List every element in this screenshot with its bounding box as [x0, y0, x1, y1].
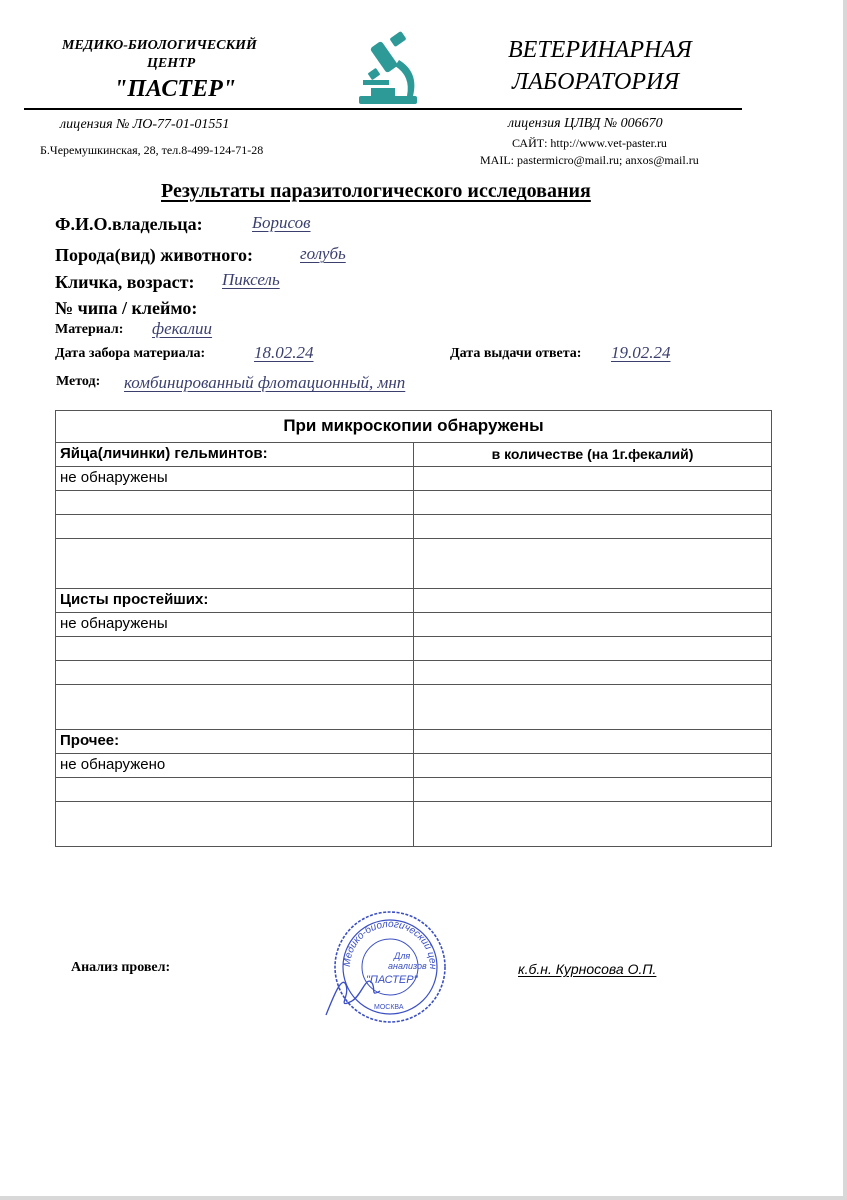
lab-stamp — [322, 905, 462, 1025]
material-value: фекалии — [152, 319, 213, 338]
mail: MAIL: pastermicro@mail.ru; anxos@mail.ru — [480, 153, 699, 167]
table-cell — [414, 491, 772, 515]
chip-label: № чипа / клеймо: — [55, 298, 198, 318]
page-edge-right — [843, 0, 847, 1200]
table-cell — [56, 778, 414, 802]
name-value: Пиксель — [222, 270, 280, 289]
method-label: Метод: — [56, 374, 101, 389]
table-cell — [56, 491, 414, 515]
table-cell — [56, 637, 414, 661]
table-cell — [56, 539, 414, 589]
table-row — [56, 754, 772, 778]
page-edge-bottom — [0, 1196, 847, 1200]
table-row — [56, 515, 772, 539]
stamp-text-inner2: анализов — [388, 961, 427, 971]
table-row — [56, 589, 772, 613]
page-title: Результаты паразитологического исследования — [161, 180, 591, 202]
license-left: лицензия № ЛО-77-01-01551 — [60, 117, 230, 132]
table-cell — [56, 685, 414, 730]
table-header: При микроскопии обнаружены — [56, 411, 772, 443]
section-cysts-title: Цисты простейших: — [56, 589, 414, 613]
section-other-title: Прочее: — [56, 730, 414, 754]
table-cell — [414, 802, 772, 847]
table-row — [56, 730, 772, 754]
microscope-icon — [355, 30, 425, 108]
material-label: Материал: — [55, 322, 124, 337]
table-cell — [414, 515, 772, 539]
helminths-result: не обнаружены — [56, 467, 414, 491]
table-cell — [414, 613, 772, 637]
table-row — [56, 661, 772, 685]
stamp-text-outer: Медико-биологический цен — [341, 918, 439, 970]
owner-label: Ф.И.О.владельца: — [55, 214, 203, 234]
table-cell — [414, 467, 772, 491]
table-cell — [414, 637, 772, 661]
table-row — [56, 443, 772, 467]
breed-value: голубь — [300, 244, 346, 263]
analysis-label: Анализ провел: — [71, 960, 171, 975]
cysts-result: не обнаружены — [56, 613, 414, 637]
header-divider — [24, 108, 742, 110]
org-name: "ПАСТЕР" — [114, 76, 237, 102]
stamp-text-inner1: Для — [394, 951, 411, 961]
table-row — [56, 491, 772, 515]
owner-value: Борисов — [252, 213, 311, 232]
lab-name-line1: ВЕТЕРИНАРНАЯ — [508, 37, 692, 63]
stamp-text-city: МОСКВА — [374, 1004, 404, 1011]
table-row — [56, 613, 772, 637]
license-right: лицензия ЦЛВД № 006670 — [508, 116, 663, 131]
table-cell — [414, 754, 772, 778]
table-cell — [56, 802, 414, 847]
results-table — [55, 410, 772, 847]
table-cell — [414, 730, 772, 754]
address: Б.Черемушкинская, 28, тел.8-499-124-71-28 — [40, 143, 264, 157]
date-issued-value: 19.02.24 — [611, 343, 671, 362]
table-row — [56, 637, 772, 661]
other-result: не обнаружено — [56, 754, 414, 778]
lab-name-line2: ЛАБОРАТОРИЯ — [512, 69, 680, 95]
date-taken-value: 18.02.24 — [254, 343, 314, 362]
table-cell — [414, 778, 772, 802]
table-row — [56, 802, 772, 847]
table-cell — [56, 661, 414, 685]
date-issued-label: Дата выдачи ответа: — [450, 346, 582, 361]
date-taken-label: Дата забора материала: — [55, 346, 206, 361]
quantity-column-header: в количестве (на 1г.фекалий) — [414, 443, 772, 467]
table-cell — [414, 539, 772, 589]
method-value: комбинированный флотационный, мнп — [124, 373, 406, 392]
breed-label: Порода(вид) животного: — [55, 245, 253, 265]
table-row — [56, 685, 772, 730]
site: САЙТ: http://www.vet-paster.ru — [512, 136, 667, 150]
table-cell — [414, 661, 772, 685]
table-cell — [414, 685, 772, 730]
org-name-line1: МЕДИКО-БИОЛОГИЧЕСКИЙ — [62, 38, 257, 53]
table-cell — [56, 515, 414, 539]
table-row — [56, 539, 772, 589]
table-header-row — [56, 411, 772, 443]
org-name-line2: ЦЕНТР — [147, 56, 196, 71]
table-row — [56, 778, 772, 802]
table-row — [56, 467, 772, 491]
section-helminths-title: Яйца(личинки) гельминтов: — [56, 443, 414, 467]
name-label: Кличка, возраст: — [55, 272, 195, 292]
table-cell — [414, 589, 772, 613]
signer-name: к.б.н. Курносова О.П. — [518, 961, 657, 977]
stamp-text-name: "ПАСТЕР" — [366, 974, 418, 986]
